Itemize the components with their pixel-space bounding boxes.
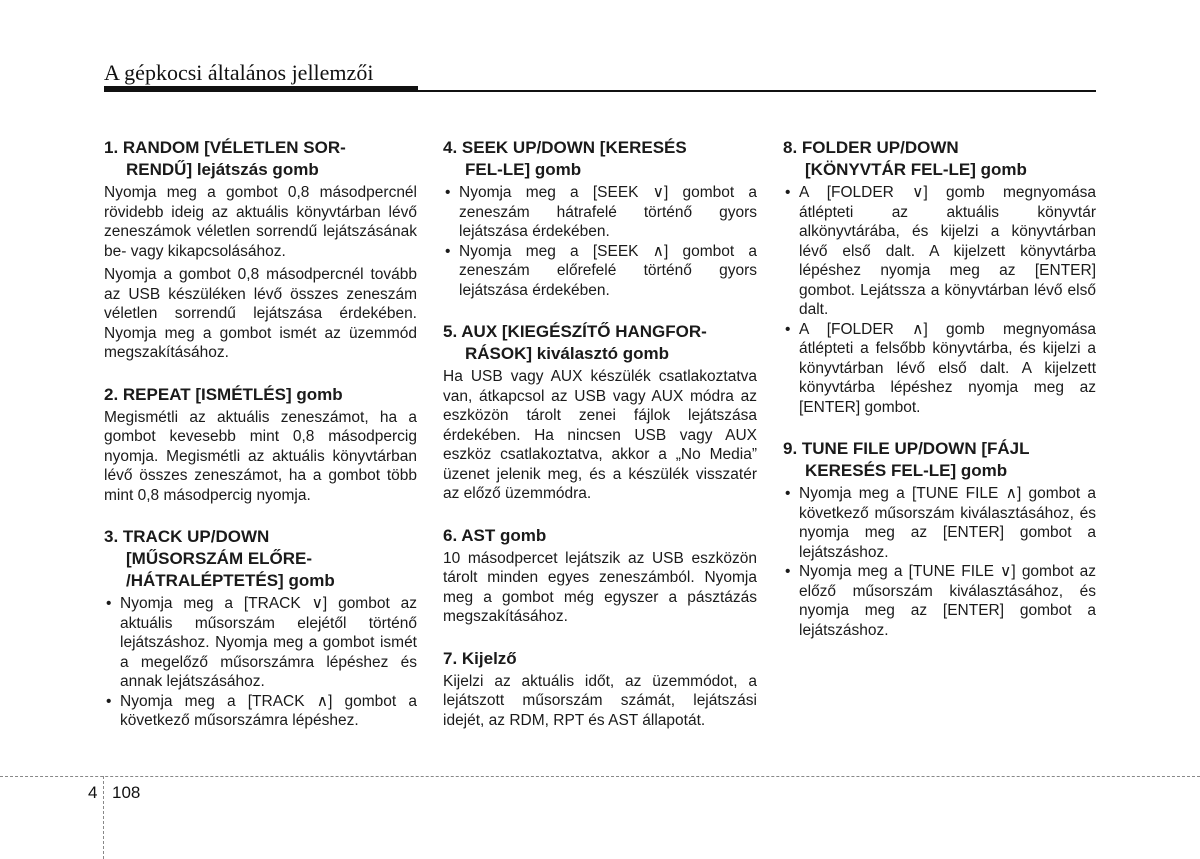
section-heading: [104, 384, 417, 406]
heading-line: 2. REPEAT [ISMÉTLÉS] gomb: [104, 384, 343, 404]
heading-line: [KÖNYVTÁR FEL-LE] gomb: [805, 160, 1027, 179]
bullet-item: • Nyomja meg a [TRACK ∧] gombot a következő műsorszámra lépéshez.: [104, 692, 417, 731]
section-paragraph: Ha USB vagy AUX készülék csatlakoztatva van, átkapcsol az USB vagy AUX módra az eszközön tárolt zenei fájlok lejátszása érdekében. Ha nincsen USB vagy AUX eszköz csatlakoztatva, akkor a „No Media” üzenet jelenik meg, és a készülék visszatér az előző üzemmódra.: [443, 368, 757, 502]
section-paragraph: Kijelzi az aktuális időt, az üzemmódot, a lejátszott műsorszám számát, lejátszási idejét, az RDM, RPT és AST állapotát.: [443, 672, 757, 729]
section-heading: [104, 526, 417, 592]
section: [104, 384, 417, 506]
bullet-item: • Nyomja meg a [SEEK ∨] gombot a zeneszám hátrafelé történő gyors lejátszása érdekében.: [443, 183, 757, 242]
section: [443, 137, 757, 300]
section-paragraph: Megismétli az aktuális zeneszámot, ha a gombot kevesebb mint 0,8 másodpercig nyomja. Megismétli az aktuális könyvtárban lévő összes zeneszámot, ha a gombot több mint 0,8 másodpercig nyomja.: [104, 408, 417, 504]
section-paragraph: 10 másodpercet lejátszik az USB eszközön tárolt minden egyes zeneszámból. Nyomja meg a gombot még egyszer a pásztázás megszakításához.: [443, 549, 757, 625]
section: [104, 137, 417, 363]
column-3: [783, 137, 1096, 661]
chapter-number: 4: [88, 783, 98, 802]
section: [443, 648, 757, 731]
section-heading: [443, 321, 757, 365]
column-1: [104, 137, 417, 752]
section-heading: [443, 648, 757, 670]
bullet-list: [104, 594, 417, 731]
heading-line: 6. AST gomb: [443, 525, 547, 545]
section-heading: [443, 525, 757, 547]
bullet-item: • A [FOLDER ∧] gomb megnyomása átlépteti a felsőbb könyvtárba, és kijelzi a könyvtárban lévő első dalt. A kijelzett könyvtárba lépéshez nyomja meg az [ENTER] gombot.: [783, 320, 1096, 418]
section-heading: [443, 137, 757, 181]
section: [783, 438, 1096, 640]
bullet-list: [783, 484, 1096, 640]
heading-line: KERESÉS FEL-LE] gomb: [805, 461, 1008, 480]
heading-line: 1. RANDOM [VÉLETLEN SOR-: [104, 138, 346, 157]
heading-line: RENDŰ] lejátszás gomb: [126, 160, 319, 179]
section: [104, 526, 417, 731]
page-number: 108: [112, 783, 141, 802]
section-heading: [783, 438, 1096, 482]
bullet-list: [783, 183, 1096, 417]
section-paragraph: Nyomja meg a gombot 0,8 másodpercnél rövidebb ideig az aktuális könyvtárban lévő zeneszámok véletlen sorrendű lejátszásának be- vagy kikapcsolásához.: [104, 184, 417, 260]
bullet-item: • Nyomja meg a [SEEK ∧] gombot a zeneszám előrefelé történő gyors lejátszása érdekében.: [443, 242, 757, 301]
bullet-item: • Nyomja meg a [TUNE FILE ∧] gombot a következő műsorszám kiválasztásához, és nyomja meg az [ENTER] gombot a lejátszáshoz.: [783, 484, 1096, 562]
bullet-item: • Nyomja meg a [TUNE FILE ∨] gombot az előző műsorszám kiválasztásához, és nyomja meg az [ENTER] gombot a lejátszáshoz.: [783, 562, 1096, 640]
heading-line: [MŰSORSZÁM ELŐRE-: [126, 549, 313, 568]
heading-line: FEL-LE] gomb: [465, 160, 582, 179]
footer-divider: [0, 776, 1200, 777]
column-2: [443, 137, 757, 751]
section-paragraph: Nyomja a gombot 0,8 másodpercnél tovább az USB készüléken lévő összes zeneszám véletlen sorrendű lejátszása érdekében. Nyomja meg a gombot ismét az üzemmód megszakításához.: [104, 266, 417, 361]
section: [443, 321, 757, 504]
bullet-item: • Nyomja meg a [TRACK ∨] gombot az aktuális műsorszám elejétől történő lejátszáshoz. Nyomja meg a gombot ismét a megelőző műsorszámra lépéshez és annak lejátszásához.: [104, 594, 417, 692]
header-title: A gépkocsi általános jellemzői: [104, 60, 374, 85]
section: [443, 525, 757, 627]
header-rule-thick: [104, 86, 418, 92]
heading-line: /HÁTRALÉPTETÉS] gomb: [126, 571, 335, 590]
heading-line: RÁSOK] kiválasztó gomb: [465, 344, 670, 363]
heading-line: 7. Kijelző: [443, 648, 517, 668]
bullet-item: • A [FOLDER ∨] gomb megnyomása átlépteti az aktuális könyvtár alkönyvtárába, és kijelzi a könyvtárban lévő első dalt. A kijelzett könyvtárba lépéshez nyomja meg az [ENTER] gombot. Lejátssza a könyvtárban lévő első dalt.: [783, 183, 1096, 320]
footer-vertical-divider: [103, 776, 104, 859]
section: [783, 137, 1096, 417]
heading-line: 4. SEEK UP/DOWN [KERESÉS: [443, 138, 687, 157]
section-heading: [783, 137, 1096, 181]
heading-line: 9. TUNE FILE UP/DOWN [FÁJL: [783, 439, 1030, 458]
heading-line: 8. FOLDER UP/DOWN: [783, 138, 959, 157]
section-heading: [104, 137, 417, 181]
bullet-list: [443, 183, 757, 300]
heading-line: 3. TRACK UP/DOWN: [104, 527, 270, 546]
header-rule-thin: [418, 90, 1096, 92]
heading-line: 5. AUX [KIEGÉSZÍTŐ HANGFOR-: [443, 322, 707, 341]
